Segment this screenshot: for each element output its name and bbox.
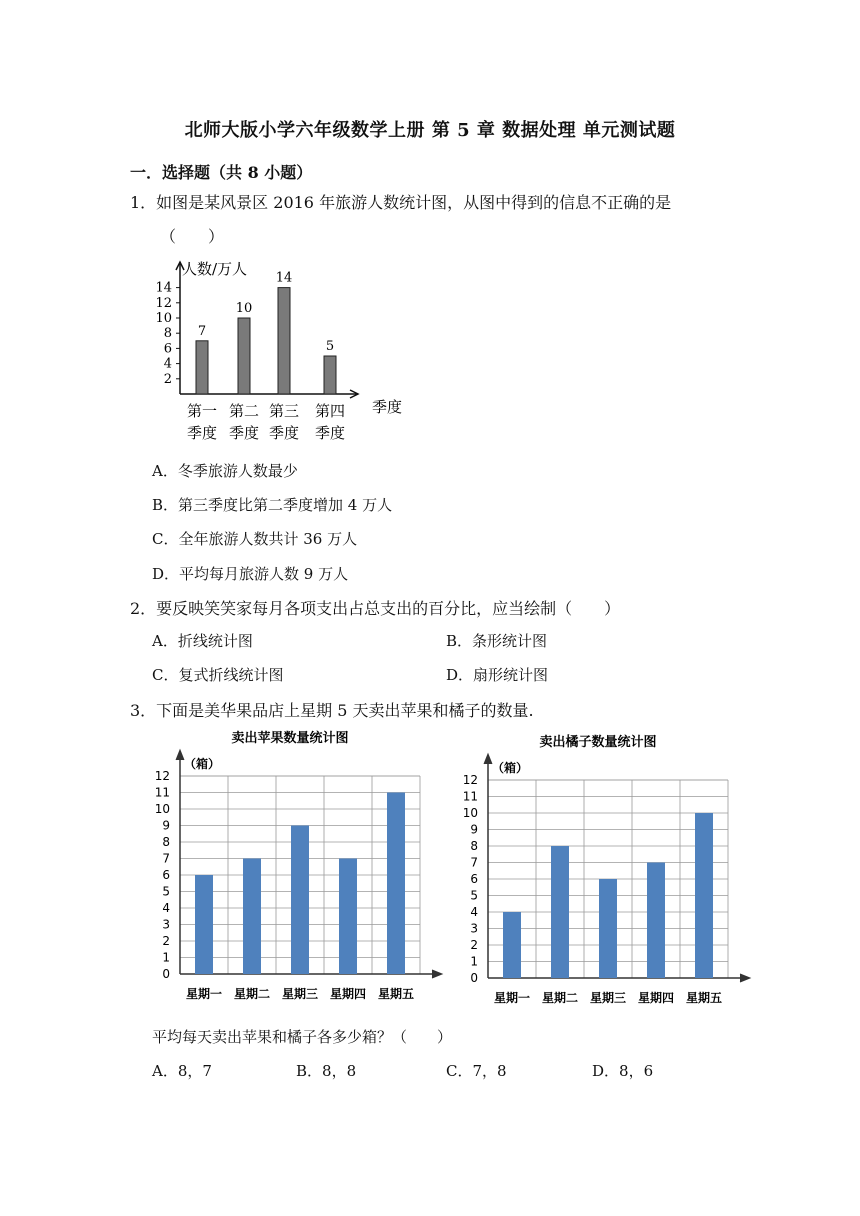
x-tick-label: 星期四 — [637, 991, 675, 1005]
y-tick-label: 14 — [155, 280, 172, 296]
q3-option-d: D．8，6 — [592, 1062, 654, 1080]
x-tick-label: 星期五 — [377, 987, 415, 1001]
x-tick-label: 星期一 — [493, 991, 531, 1005]
y-tick-label: 11 — [154, 785, 170, 800]
x-tick-label: 季度 — [268, 424, 300, 442]
y-axis-label: 人数/万人 — [182, 260, 248, 278]
y-tick-label: 5 — [470, 888, 478, 903]
bar — [599, 879, 617, 978]
x-tick-label: 星期三 — [589, 991, 627, 1005]
question-2-text: 2．要反映笑笑家每月各项支出占总支出的百分比，应当绘制（ ） — [130, 599, 621, 618]
y-tick-label: 8 — [163, 326, 172, 342]
y-tick-label: 6 — [163, 341, 172, 357]
question-1-text: 1．如图是某风景区 2016 年旅游人数统计图，从图中得到的信息不正确的是 — [130, 193, 672, 212]
x-axis-label: 季度 — [372, 398, 403, 416]
bar — [196, 341, 208, 394]
x-tick-label: 星期二 — [541, 991, 579, 1005]
q2-option-d: D．扇形统计图 — [446, 666, 549, 684]
bar — [195, 875, 213, 974]
y-tick-label: 12 — [462, 773, 478, 787]
x-tick-label: 星期五 — [685, 991, 723, 1005]
y-tick-label: 9 — [162, 818, 170, 833]
x-tick-label: 季度 — [186, 424, 218, 442]
x-tick-label: 第三 — [268, 402, 300, 420]
question-3-question: 平均每天卖出苹果和橘子各多少箱？（ ） — [152, 1028, 453, 1046]
y-tick-label: 3 — [162, 917, 170, 932]
q1-option-c: C．全年旅游人数共计 36 万人 — [152, 530, 358, 548]
bar — [551, 846, 569, 978]
x-tick-label: 星期三 — [281, 987, 319, 1001]
data-label: 10 — [235, 301, 253, 316]
bar — [695, 813, 713, 978]
bar — [278, 288, 290, 394]
y-axis-arrow — [176, 750, 184, 760]
y-tick-label: 9 — [470, 822, 478, 837]
y-tick-label: 7 — [470, 855, 478, 870]
y-tick-label: 1 — [470, 954, 478, 969]
bar — [339, 859, 357, 975]
chart-title: 卖出苹果数量统计图 — [231, 731, 349, 746]
q3-option-a: A．8，7 — [152, 1062, 212, 1080]
data-label: 14 — [275, 270, 293, 286]
q1-option-a: A．冬季旅游人数最少 — [152, 462, 298, 480]
x-tick-label: 季度 — [314, 424, 346, 442]
bar — [243, 859, 261, 975]
bar — [238, 318, 250, 394]
y-tick-label: 11 — [462, 789, 478, 804]
y-tick-label: 0 — [162, 967, 170, 981]
q2-option-b: B．条形统计图 — [446, 632, 548, 650]
x-tick-label: 第一 — [186, 402, 218, 420]
y-axis-arrow — [484, 754, 492, 764]
bar — [503, 912, 521, 978]
y-tick-label: 2 — [162, 934, 170, 948]
y-tick-label: 8 — [162, 835, 170, 849]
y-tick-label: 7 — [162, 851, 170, 866]
y-tick-label: 10 — [155, 311, 172, 326]
x-tick-label: 星期四 — [329, 987, 367, 1001]
chart-visitors — [150, 252, 420, 452]
y-axis-label: （箱） — [492, 761, 529, 775]
y-tick-label: 3 — [470, 921, 478, 936]
bar — [647, 863, 665, 979]
x-tick-label: 星期二 — [233, 987, 271, 1001]
question-3-text: 3．下面是美华果品店上星期 5 天卖出苹果和橘子的数量. — [130, 701, 534, 720]
y-tick-label: 8 — [470, 839, 478, 853]
q3-option-b: B．8，8 — [296, 1062, 357, 1080]
y-tick-label: 0 — [470, 971, 478, 985]
chart-title: 卖出橘子数量统计图 — [539, 735, 657, 750]
y-tick-label: 1 — [162, 950, 170, 965]
y-tick-label: 4 — [470, 905, 478, 919]
bar — [324, 356, 336, 394]
question-1-paren: （ ） — [160, 227, 225, 246]
data-label: 7 — [197, 323, 207, 339]
bar — [387, 793, 405, 975]
x-tick-label: 季度 — [228, 424, 260, 442]
x-tick-label: 第四 — [314, 402, 346, 420]
bar — [291, 826, 309, 975]
x-tick-label: 第二 — [228, 402, 260, 420]
y-tick-label: 10 — [154, 802, 170, 816]
data-label: 5 — [325, 339, 335, 354]
chart-oranges — [448, 728, 760, 1018]
y-tick-label: 12 — [154, 769, 170, 783]
y-tick-label: 6 — [470, 872, 478, 886]
q2-option-a: A．折线统计图 — [152, 632, 253, 650]
y-tick-label: 2 — [163, 371, 172, 387]
y-tick-label: 10 — [462, 806, 478, 820]
y-tick-label: 5 — [162, 884, 170, 899]
x-axis-arrow — [740, 974, 750, 982]
x-axis-arrow — [432, 970, 442, 978]
y-tick-label: 4 — [163, 356, 172, 372]
y-tick-label: 12 — [155, 295, 172, 311]
y-axis-label: （箱） — [184, 757, 221, 771]
q1-option-d: D．平均每月旅游人数 9 万人 — [152, 565, 349, 583]
section-heading: 一．选择题（共 8 小题） — [130, 163, 313, 182]
y-tick-label: 4 — [162, 901, 170, 915]
page-title: 北师大版小学六年级数学上册 第 5 章 数据处理 单元测试题 — [184, 120, 676, 141]
q1-option-b: B．第三季度比第二季度增加 4 万人 — [152, 496, 393, 514]
y-tick-label: 2 — [470, 938, 478, 952]
q3-option-c: C．7，8 — [446, 1062, 507, 1080]
x-tick-label: 星期一 — [185, 987, 223, 1001]
q2-option-c: C．复式折线统计图 — [152, 666, 284, 684]
y-tick-label: 6 — [162, 868, 170, 882]
chart-apples — [140, 724, 460, 1014]
